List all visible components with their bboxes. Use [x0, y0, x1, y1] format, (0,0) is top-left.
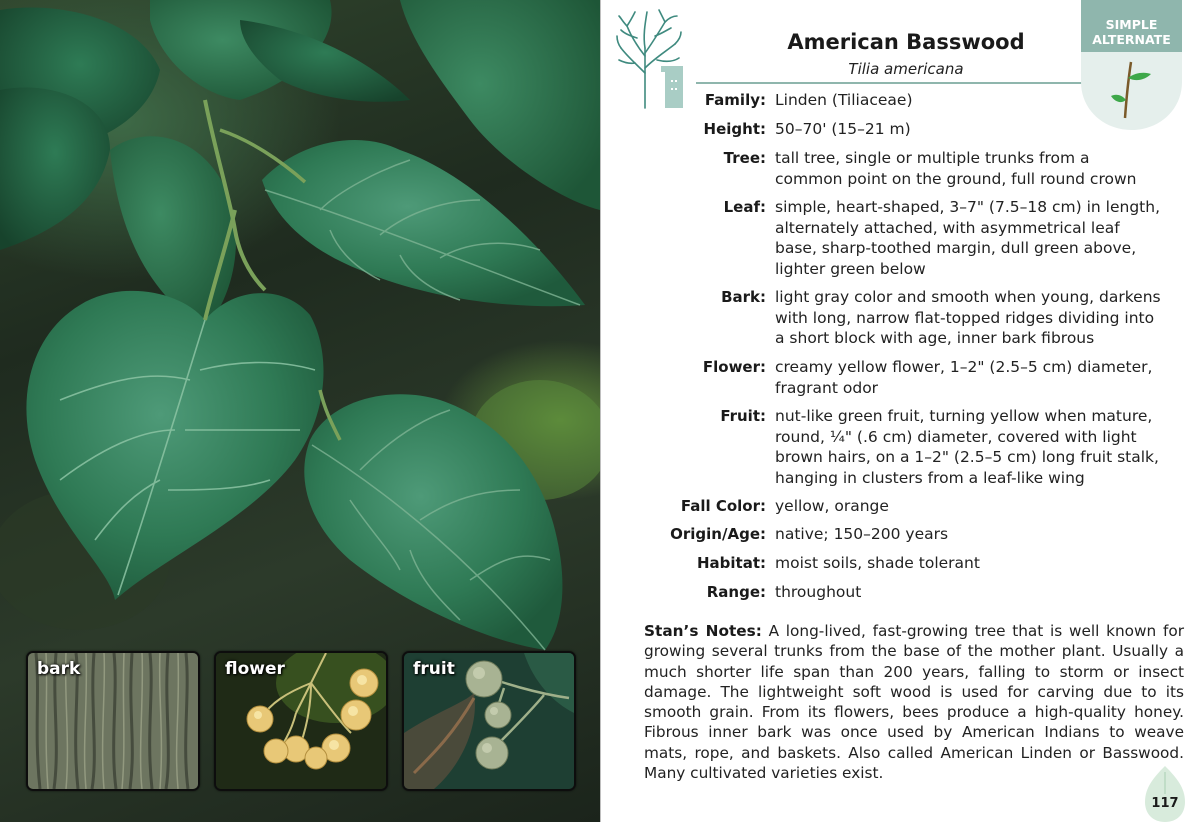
fact-value-line: with long, narrow flat-topped ridges dividing into	[775, 308, 1155, 327]
fact-value-line: brown hairs, on a 1–2" (2.5–5 cm) long fruit stalk,	[775, 448, 1159, 466]
fact-value	[775, 90, 1185, 111]
leaf-type-alternate: ALTERNATE	[1092, 32, 1171, 47]
fact-value-line: moist soils, shade tolerant	[775, 554, 980, 572]
notes-label: Stan’s Notes:	[644, 622, 762, 640]
fact-value-line: common point on the ground, full round crown	[775, 169, 1137, 188]
tree-silhouette-icon	[615, 8, 685, 110]
species-scientific-name: Tilia americana	[848, 60, 964, 78]
fact-value-line: hanging in clusters from a leaf-like wing	[775, 468, 1085, 487]
fact-label: Range:	[706, 583, 766, 601]
fact-value-line: simple, heart-shaped, 3–7" (7.5–18 cm) in length,	[775, 198, 1160, 216]
fact-label: Height:	[703, 120, 766, 138]
fact-label: Fall Color:	[680, 497, 766, 515]
fact-value	[775, 148, 1185, 189]
fact-value-line: 50–70' (15–21 m)	[775, 120, 911, 138]
leaf-type-badge	[1081, 0, 1182, 130]
species-common-name: American Basswood	[787, 30, 1025, 54]
title-divider	[696, 82, 1082, 84]
species-info-page	[600, 0, 1199, 822]
leaf-type-simple: SIMPLE	[1105, 17, 1158, 32]
fact-value	[775, 357, 1185, 398]
leaf-photo	[0, 0, 600, 822]
fact-value-line: light gray color and smooth when young, darkens	[775, 288, 1161, 306]
flower-thumbnail	[214, 651, 388, 791]
fruit-thumbnail	[402, 651, 576, 791]
fact-value-line: creamy yellow flower, 1–2" (2.5–5 cm) diameter,	[775, 358, 1153, 376]
fact-value-line: fragrant odor	[775, 378, 879, 397]
fact-value	[775, 119, 1185, 140]
page-number-badge	[1143, 764, 1187, 822]
fact-label: Family:	[704, 91, 766, 109]
fact-value	[775, 582, 1185, 603]
notes-text: A long-lived, fast-growing tree that is well known for growing several trunks from the base of the mother plant. Usually a much shorter life span than 200 years, falling to storm or insect damage. The lightweight soft wood is used for carving due to its smooth grain. From its flowers, bees produce a high-quality honey. Fibrous inner bark was once used by American Indians to weave mats, rope, and baskets. Also called American Linden or Basswood. Many cultivated varieties exist.	[644, 622, 1184, 783]
flower-label: flower	[225, 659, 285, 679]
fact-label: Bark:	[721, 288, 766, 306]
fact-value-line: native; 150–200 years	[775, 525, 949, 543]
fact-value-line: nut-like green fruit, turning yellow when mature,	[775, 407, 1153, 425]
fact-value	[775, 406, 1185, 488]
fact-value-line: base, sharp-toothed margin, dull green above,	[775, 239, 1137, 257]
leaf-page-icon	[1143, 764, 1187, 822]
fact-value-line: yellow, orange	[775, 497, 889, 515]
fact-label: Fruit:	[720, 407, 766, 425]
fact-label: Leaf:	[723, 198, 766, 216]
fact-value-line: a short block with age, inner bark fibrous	[775, 329, 1095, 347]
fact-value	[775, 197, 1185, 279]
page-number: 117	[1151, 796, 1179, 811]
bark-thumbnail	[26, 651, 200, 791]
fruit-label: fruit	[413, 659, 455, 679]
fact-value	[775, 553, 1185, 574]
fact-value-line: tall tree, single or multiple trunks from a	[775, 149, 1090, 167]
bark-label: bark	[37, 659, 81, 679]
fact-label: Flower:	[702, 358, 766, 376]
fact-label: Origin/Age:	[670, 525, 766, 543]
fact-label: Habitat:	[696, 554, 766, 572]
fact-value-line: lighter green below	[775, 259, 926, 278]
fact-value-line: round, ¼" (.6 cm) diameter, covered with light	[775, 427, 1137, 446]
fact-value-line: Linden (Tiliaceae)	[775, 91, 913, 109]
fact-value-line: alternately attached, with asymmetrical leaf	[775, 218, 1120, 237]
stans-notes	[644, 621, 1184, 783]
fact-value	[775, 496, 1185, 517]
fact-label: Tree:	[723, 149, 766, 167]
fact-value-line: throughout	[775, 583, 862, 601]
fact-value	[775, 287, 1185, 349]
fact-value	[775, 524, 1185, 545]
leaf-type-text	[1081, 17, 1182, 47]
